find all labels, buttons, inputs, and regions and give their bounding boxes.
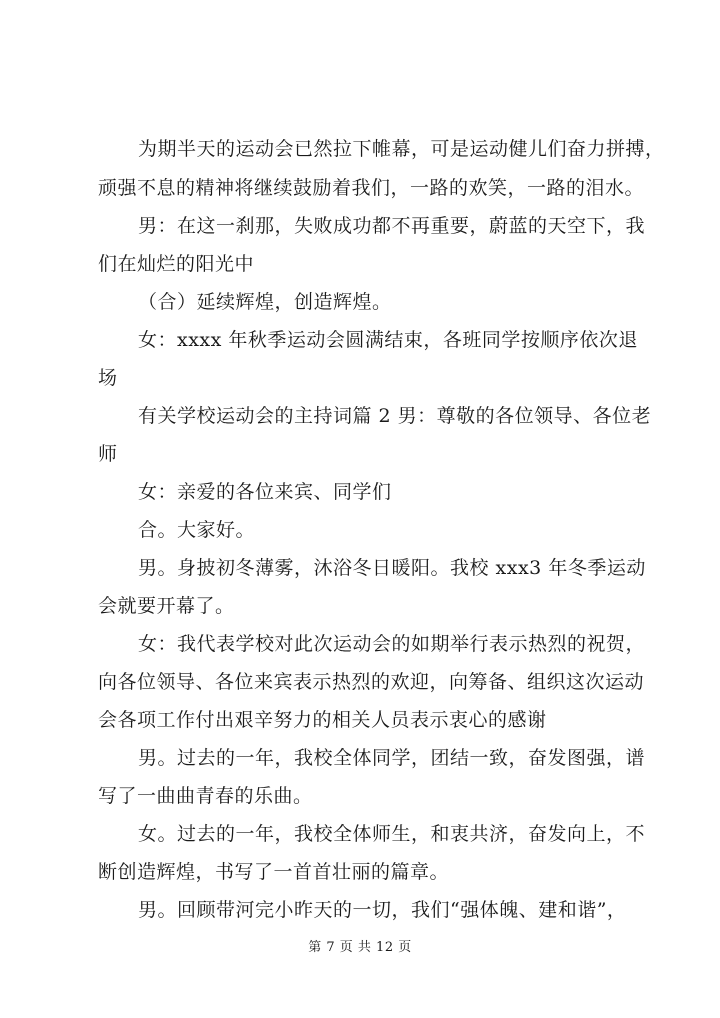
text-line: 断创造辉煌，书写了一首首壮丽的篇章。: [98, 861, 450, 883]
text-line: 们在灿烂的阳光中: [98, 253, 255, 275]
text-line: 师: [98, 443, 118, 465]
text-line: 男：在这一刹那，失败成功都不再重要，蔚蓝的天空下，我: [138, 215, 646, 237]
text-line: 男。身披初冬薄雾，沐浴冬日暖阳。我校 xxx3 年冬季运动: [138, 557, 646, 579]
text-line: 女：亲爱的各位来宾、同学们: [138, 481, 392, 503]
text-line: 男。过去的一年，我校全体同学，团结一致，奋发图强，谱: [138, 747, 646, 769]
text-line: 会就要开幕了。: [98, 595, 235, 617]
text-line: 女：xxxx 年秋季运动会圆满结束，各班同学按顺序依次退: [138, 329, 638, 351]
text-line: 顽强不息的精神将继续鼓励着我们，一路的欢笑，一路的泪水。: [98, 177, 645, 199]
text-line: 女。过去的一年，我校全体师生，和衷共济，奋发向上，不: [138, 823, 646, 845]
text-line: 为期半天的运动会已然拉下帷幕，可是运动健儿们奋力拼搏，: [138, 138, 665, 160]
text-line: 合。大家好。: [138, 519, 256, 541]
text-line: 男。回顾带河完小昨天的一切，我们“强体魄、建和谐”，: [138, 899, 627, 921]
page-number-footer: 第 7 页 共 12 页: [308, 940, 412, 955]
text-line: 有关学校运动会的主持词篇 2 男：尊敬的各位领导、各位老: [138, 405, 652, 427]
text-line: 会各项工作付出艰辛努力的相关人员表示衷心的感谢: [98, 709, 547, 731]
text-line: （合）延续辉煌，创造辉煌。: [138, 291, 392, 313]
text-line: 写了一曲曲青春的乐曲。: [98, 785, 313, 807]
text-line: 场: [98, 367, 118, 389]
text-line: 向各位领导、各位来宾表示热烈的欢迎，向筹备、组织这次运动: [98, 671, 645, 693]
text-line: 女：我代表学校对此次运动会的如期举行表示热烈的祝贺，: [138, 633, 646, 655]
